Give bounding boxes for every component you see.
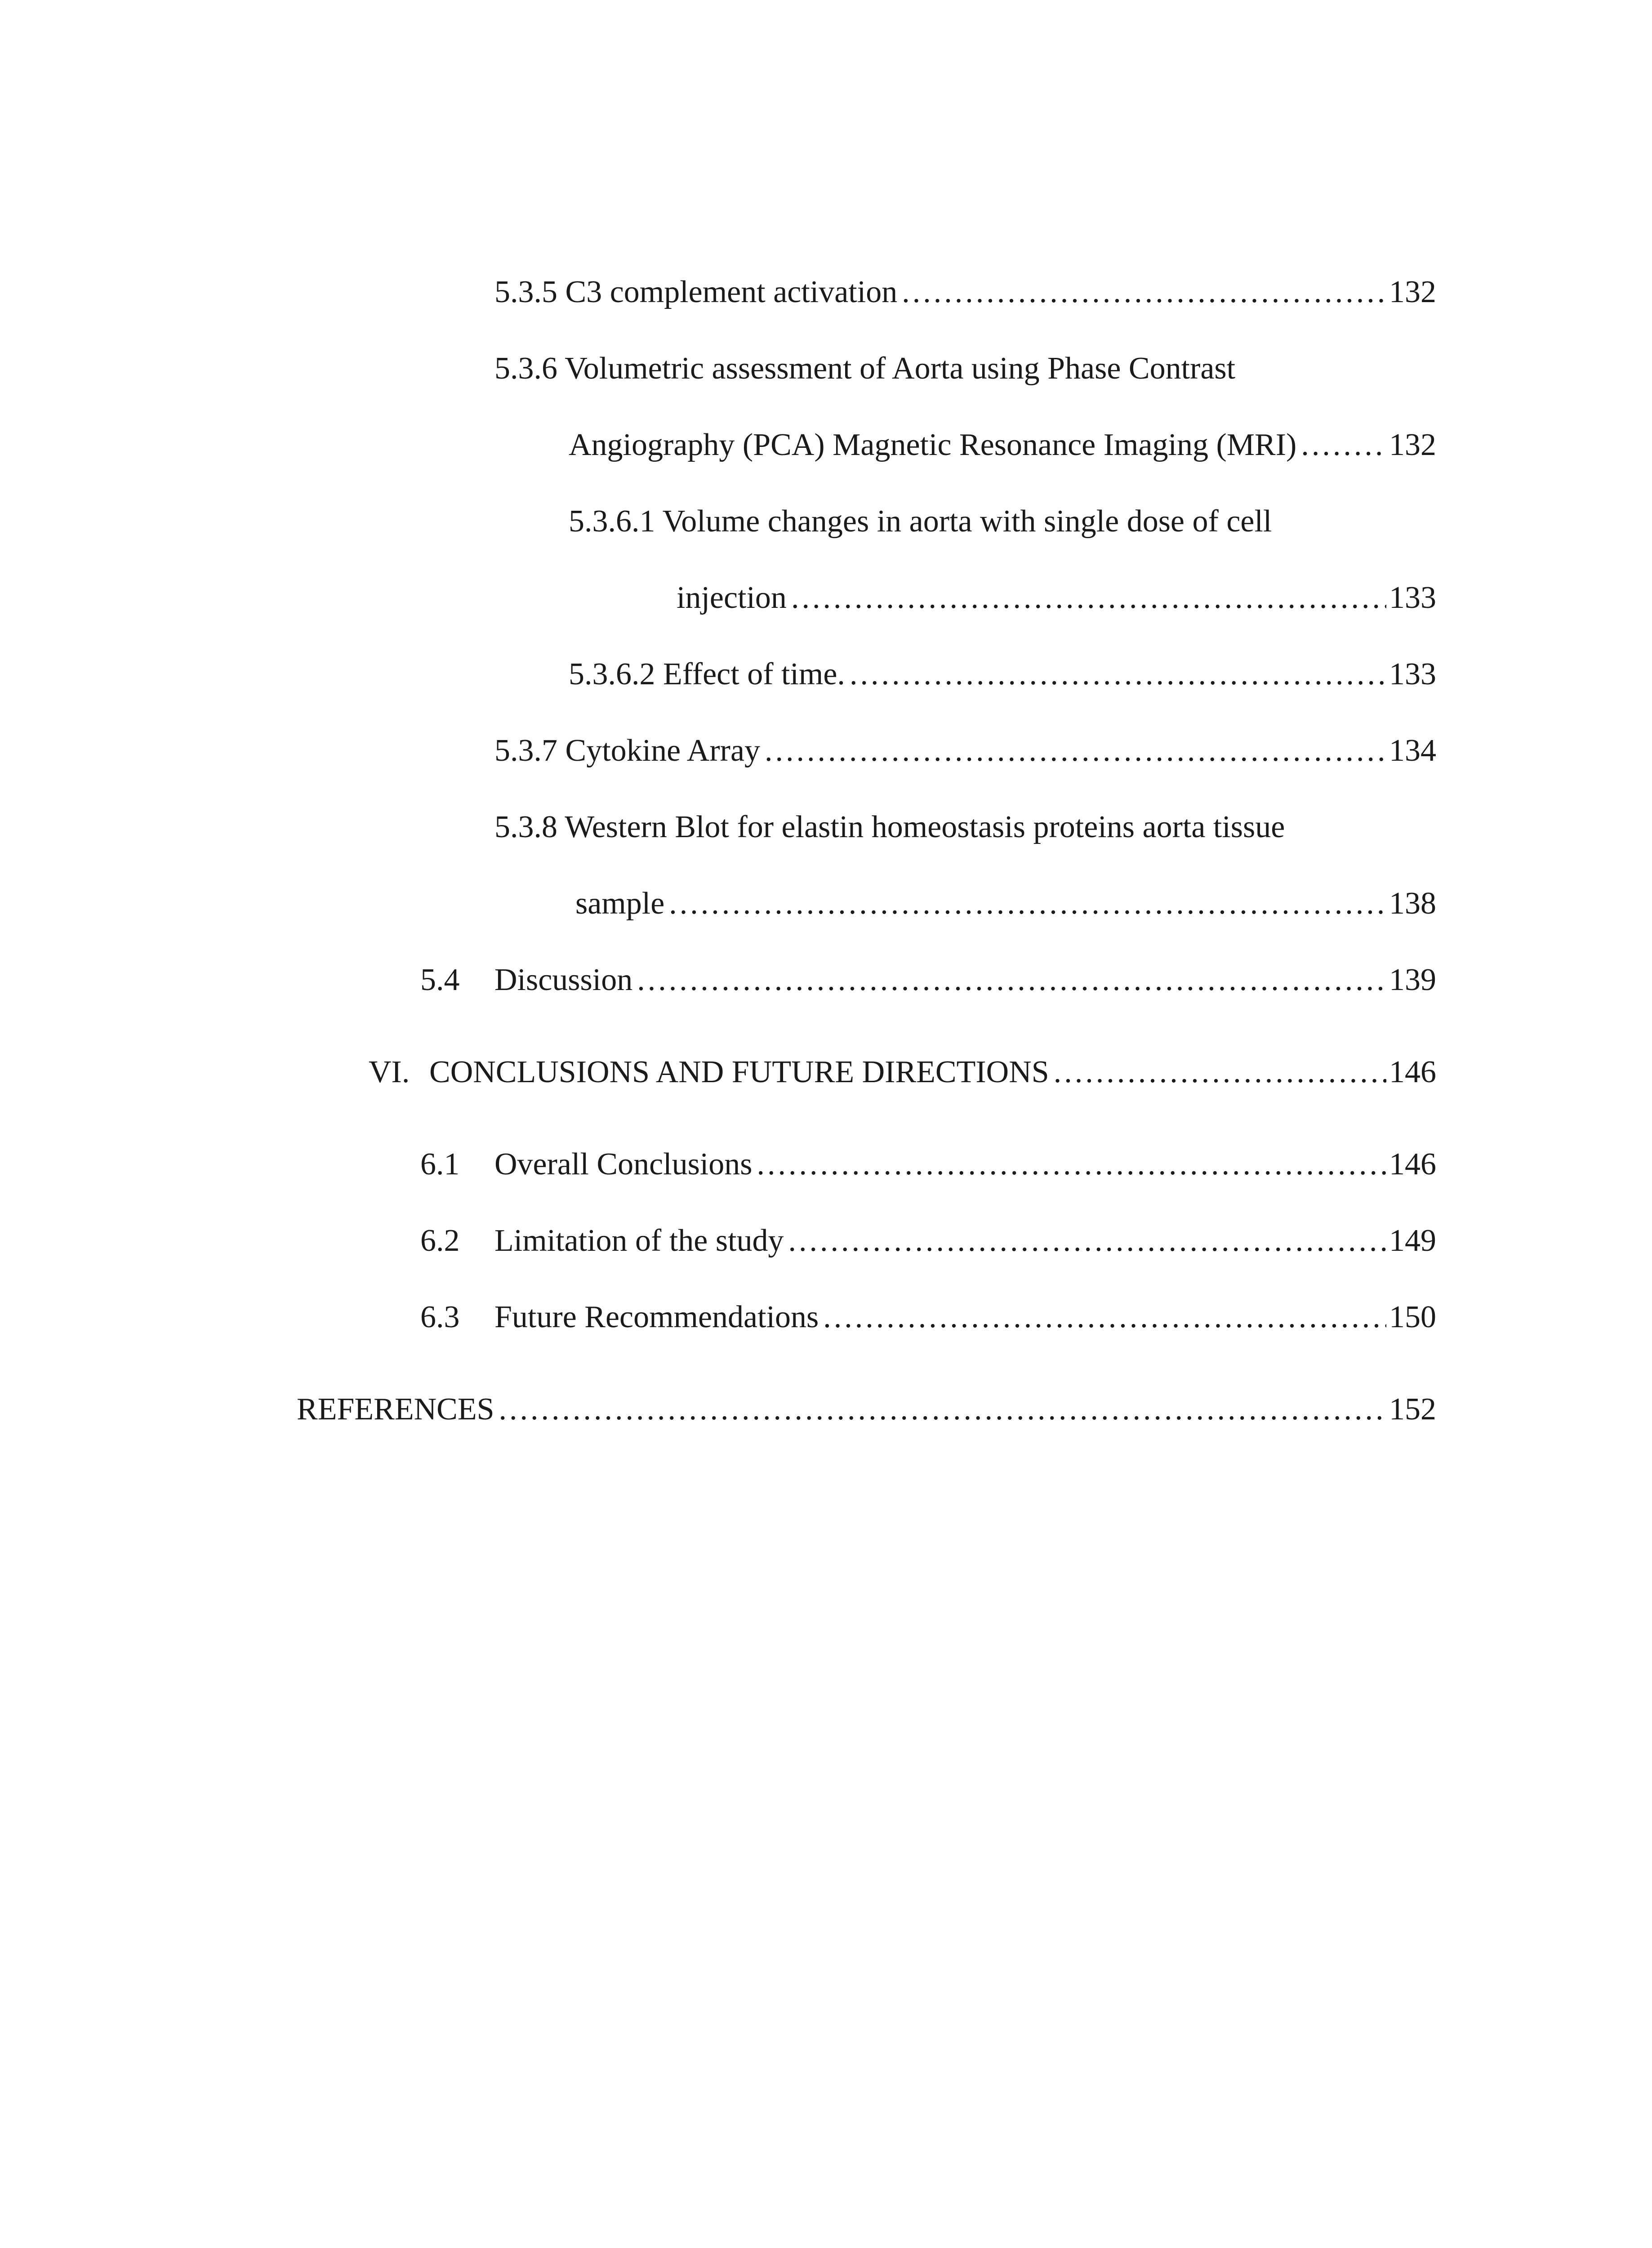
toc-entry-title: Overall Conclusions — [494, 1147, 753, 1182]
toc-entry-page: 146 — [1389, 1147, 1436, 1182]
toc-entry-references — [297, 1387, 1436, 1432]
toc-entry-5-3-6 — [494, 346, 1436, 391]
toc-entry-number: 5.3.6.2 — [569, 657, 655, 691]
toc-entry-title: Volume changes in aorta with single dose of cell — [662, 504, 1272, 539]
toc-entry-page: 133 — [1389, 580, 1436, 615]
toc-entry-number: VI. — [369, 1055, 410, 1089]
dot-leader — [1301, 423, 1386, 468]
toc-entry-number: 5.3.6.1 — [569, 504, 655, 539]
toc-entry-6-3 — [420, 1295, 1436, 1340]
toc-entry-title: Angiography (PCA) Magnetic Resonance Imaging (MRI) — [569, 428, 1297, 462]
toc-entry-title: injection — [677, 580, 787, 615]
dot-leader — [637, 958, 1386, 1003]
toc-entry-title: CONCLUSIONS AND FUTURE DIRECTIONS — [429, 1055, 1049, 1089]
toc-entry-number: 5.3.6 — [494, 351, 557, 386]
toc-entry-title: Future Recommendations — [494, 1300, 819, 1334]
toc-entry-6-1 — [420, 1142, 1436, 1187]
toc-entry-page: 132 — [1389, 428, 1436, 462]
toc-entry-5-3-8 — [494, 805, 1436, 850]
dot-leader — [902, 270, 1386, 315]
toc-entry-5-3-7 — [494, 728, 1436, 773]
toc-entry-title: Western Blot for elastin homeostasis proteins aorta tissue — [565, 810, 1285, 844]
toc-entry-title: REFERENCES — [297, 1392, 494, 1427]
toc-entry-number: 5.3.8 — [494, 810, 557, 844]
toc-entry-title: Limitation of the study — [494, 1223, 784, 1258]
toc-entry-title: sample — [575, 886, 665, 921]
toc-entry-5-3-5 — [494, 270, 1436, 315]
dot-leader — [765, 728, 1386, 773]
toc-entry-page: 152 — [1389, 1392, 1436, 1427]
toc-entry-5-3-6-2 — [569, 652, 1436, 697]
dot-leader — [791, 575, 1386, 620]
dot-leader — [669, 881, 1386, 926]
dot-leader — [788, 1218, 1386, 1263]
toc-entry-number: 5.3.5 — [494, 275, 557, 309]
toc-entry-page: 133 — [1389, 657, 1436, 691]
toc-entry-page: 149 — [1389, 1223, 1436, 1258]
toc-entry-page: 138 — [1389, 886, 1436, 921]
toc-entry-number: 6.3 — [420, 1300, 460, 1334]
toc-entry-5-3-6-1 — [569, 499, 1436, 544]
toc-entry-number: 6.1 — [420, 1147, 460, 1182]
toc-entry-5-3-6-1-continued — [677, 575, 1436, 620]
toc-entry-number: 5.4 — [420, 963, 460, 997]
dot-leader — [499, 1387, 1386, 1432]
dot-leader — [1054, 1050, 1386, 1095]
toc-entry-page: 146 — [1389, 1055, 1436, 1089]
toc-entry-number: 5.3.7 — [494, 733, 557, 768]
dot-leader — [757, 1142, 1386, 1187]
toc-entry-number: 6.2 — [420, 1223, 460, 1258]
toc-entry-title: Discussion — [494, 963, 633, 997]
toc-entry-5-4 — [420, 958, 1436, 1003]
toc-entry-5-3-6-continued — [569, 423, 1436, 468]
toc-entry-title: Volumetric assessment of Aorta using Phase Contrast — [565, 351, 1236, 386]
toc-entry-page: 134 — [1389, 733, 1436, 768]
toc-entry-6-2 — [420, 1218, 1436, 1263]
toc-entry-page: 150 — [1389, 1300, 1436, 1334]
dot-leader — [850, 652, 1386, 697]
toc-entry-chapter-vi — [369, 1050, 1436, 1095]
dot-leader — [823, 1295, 1386, 1340]
toc-entry-title: Cytokine Array — [565, 733, 761, 768]
toc-entry-title: C3 complement activation — [565, 275, 898, 309]
toc-entry-page: 132 — [1389, 275, 1436, 309]
toc-entry-5-3-8-continued — [575, 881, 1436, 926]
toc-entry-page: 139 — [1389, 963, 1436, 997]
toc-entry-title: Effect of time. — [663, 657, 845, 691]
